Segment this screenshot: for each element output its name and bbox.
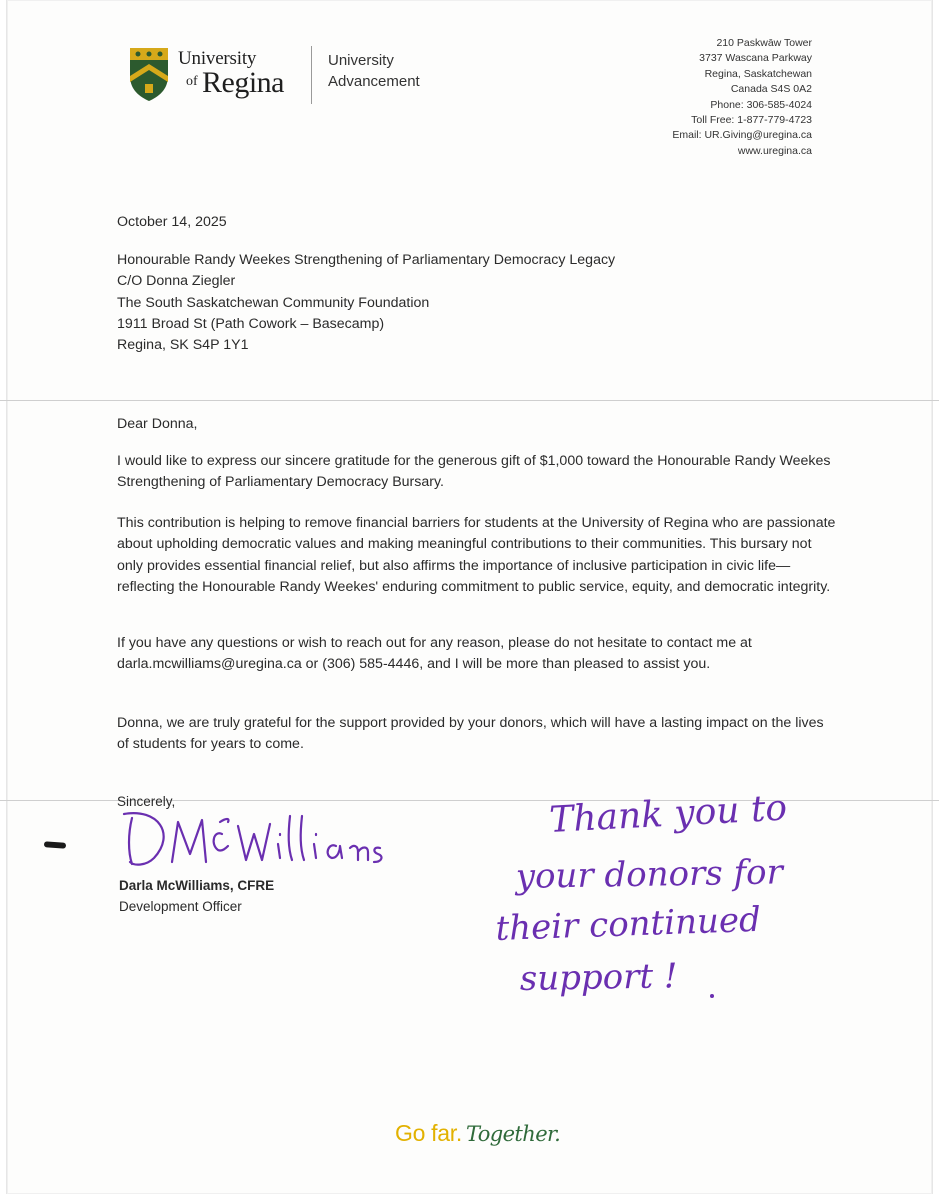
website-line: www.uregina.ca bbox=[737, 144, 812, 157]
handwritten-note-line: Thank you to bbox=[548, 787, 789, 841]
logo-regina-word: Regina bbox=[202, 66, 284, 99]
address-line: Canada S4S 0A2 bbox=[730, 83, 812, 96]
logo-of-word: of bbox=[186, 74, 198, 89]
recipient-line: The South Saskatchewan Community Foundation bbox=[117, 294, 430, 311]
handwritten-signature bbox=[118, 804, 388, 874]
paragraph-thanks: Donna, we are truly grateful for the support provided by your donors, which will have a lasting impact on the lives of students for years to come. bbox=[117, 715, 824, 753]
salutation: Dear Donna, bbox=[117, 416, 198, 432]
paragraph-contribution: This contribution is helping to remove financial barriers for students at the University of Regina who are passionate about upholding democratic values and making meaningful contributions to their communities. This bursary not only provides essential financial relief, but also affirms the importance of inclusive participation in civic life—reflecting the Honourable Randy Weekes' enduring commitment to public service, equity, and democratic integrity. bbox=[117, 515, 836, 595]
department-name bbox=[328, 50, 420, 92]
letter-date: October 14, 2025 bbox=[117, 214, 227, 230]
handwritten-note-line: your donors for bbox=[515, 852, 784, 897]
handwritten-note bbox=[490, 772, 870, 1012]
logo-university-word: University bbox=[178, 48, 257, 69]
email-line: Email: UR.Giving@uregina.ca bbox=[672, 129, 812, 142]
recipient-address bbox=[117, 250, 837, 356]
tagline-go-far: Go far. bbox=[395, 1120, 462, 1146]
department-line-2: Advancement bbox=[328, 73, 420, 90]
handwritten-note-line: support ! bbox=[519, 956, 678, 999]
footer-tagline bbox=[395, 1120, 560, 1147]
address-line: Regina, Saskatchewan bbox=[704, 67, 812, 80]
department-line-1: University bbox=[328, 52, 394, 69]
handwritten-note-line: their continued bbox=[494, 899, 762, 949]
address-line: 3737 Wascana Parkway bbox=[699, 52, 812, 65]
fold-line-top bbox=[0, 400, 939, 401]
recipient-line: C/O Donna Ziegler bbox=[117, 273, 236, 290]
crest-icon bbox=[128, 46, 170, 102]
toll-free-line: Toll Free: 1-877-779-4723 bbox=[691, 114, 812, 127]
recipient-line: Regina, SK S4P 1Y1 bbox=[117, 337, 249, 354]
letterhead-address bbox=[672, 36, 812, 159]
recipient-line: Honourable Randy Weekes Strengthening of Parliamentary Democracy Legacy bbox=[117, 252, 616, 268]
signer-name: Darla McWilliams, CFRE bbox=[119, 878, 275, 893]
signer-block bbox=[119, 875, 274, 917]
address-line: 210 Paskwāw Tower bbox=[716, 37, 812, 49]
signer-title: Development Officer bbox=[119, 899, 242, 914]
phone-line: Phone: 306-585-4024 bbox=[710, 98, 812, 111]
recipient-line: 1911 Broad St (Path Cowork – Basecamp) bbox=[117, 315, 385, 332]
closing: Sincerely, bbox=[117, 794, 176, 809]
tagline-together: Together. bbox=[465, 1122, 561, 1146]
paragraph-gratitude: I would like to express our sincere gratitude for the generous gift of $1,000 toward the Honourable Randy Weekes Strengthening of Parliamentary Democracy Bursary. bbox=[117, 453, 831, 491]
paragraph-contact: If you have any questions or wish to reach out for any reason, please do not hesitate to contact me at darla.mcwilliams@uregina.ca or (306) 585-4446, and I will be more than pleased to assist you. bbox=[117, 635, 752, 673]
logo-divider bbox=[311, 46, 312, 104]
